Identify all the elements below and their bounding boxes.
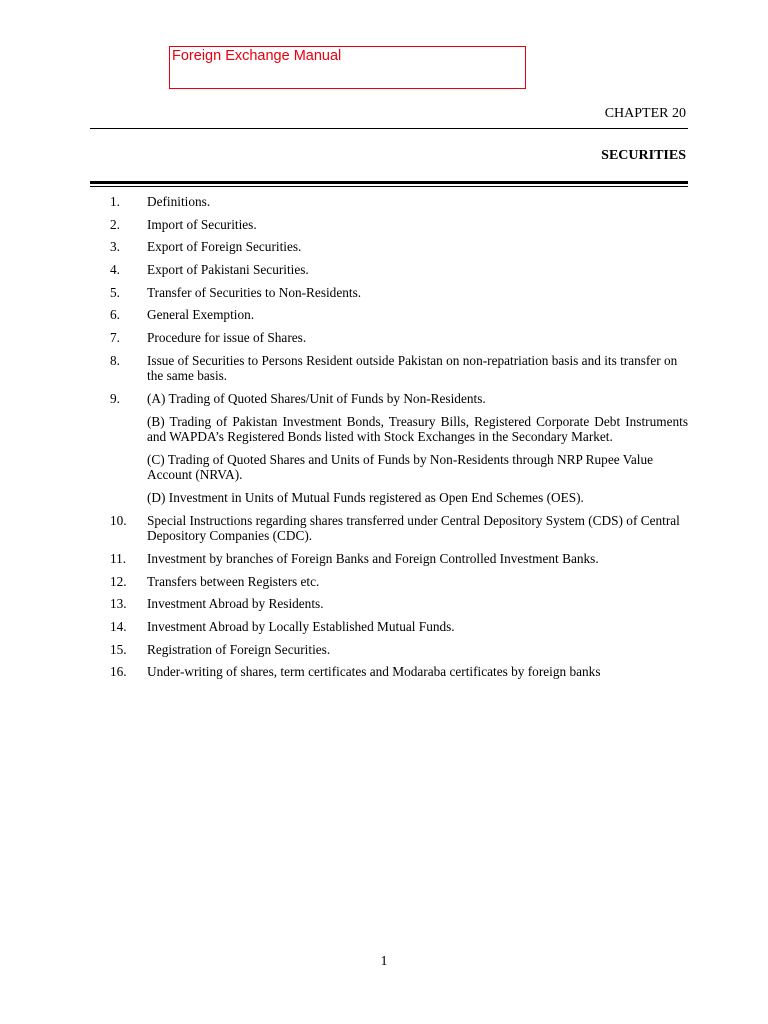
item-number: 5. — [110, 284, 120, 300]
item-text: Issue of Securities to Persons Resident outside Pakistan on non-repatriation basis and its transfer on the same basis. — [147, 352, 678, 384]
list-item — [90, 513, 688, 544]
item-number: 2. — [110, 216, 120, 232]
list-item — [90, 239, 688, 255]
item-text: (A) Trading of Quoted Shares/Unit of Funds by Non-Residents. — [147, 391, 486, 406]
sub-item-text: (B) Trading of Pakistan Investment Bonds, Treasury Bills, Registered Corporate Debt Instruments and WAPDA’s Registered Bonds listed with Stock Exchanges in the Secondary Market. — [147, 413, 688, 445]
item-number: 15. — [110, 641, 127, 657]
item-number: 6. — [110, 307, 120, 323]
item-number: 11. — [110, 550, 127, 566]
item-number: 14. — [110, 619, 127, 634]
item-number: 8. — [110, 352, 120, 368]
chapter-label: CHAPTER 20 — [604, 106, 686, 121]
item-text: Special Instructions regarding shares transferred under Central Depository System (CDS) of Central Depository Companies (CDC). — [147, 512, 680, 544]
list-item — [90, 664, 688, 680]
item-text: Transfer of Securities to Non-Residents. — [147, 284, 362, 300]
item-number: 10. — [110, 512, 127, 528]
item-text: Investment by branches of Foreign Banks and Foreign Controlled Investment Banks. — [147, 550, 599, 566]
list-item — [90, 285, 688, 301]
header-box — [169, 46, 526, 89]
list-item — [90, 262, 688, 278]
item-text: Registration of Foreign Securities. — [147, 641, 331, 657]
item-text: Under-writing of shares, term certificates and Modaraba certificates by foreign banks — [147, 664, 601, 680]
item-number: 12. — [110, 573, 127, 589]
item-number: 3. — [110, 239, 120, 255]
item-text: Import of Securities. — [147, 216, 257, 232]
sub-item-text: (D) Investment in Units of Mutual Funds registered as Open End Schemes (OES). — [147, 490, 584, 506]
list-item — [90, 307, 688, 323]
page-number: 1 — [380, 954, 388, 969]
item-text: Investment Abroad by Residents. — [147, 596, 324, 612]
list-item — [90, 574, 688, 590]
list-item — [90, 330, 688, 346]
item-text: Export of Foreign Securities. — [147, 239, 302, 255]
item-number: 4. — [110, 262, 120, 278]
divider-thin — [90, 128, 688, 129]
list-item — [90, 596, 688, 612]
item-number: 9. — [110, 391, 120, 406]
list-item — [90, 551, 688, 567]
list-item — [90, 217, 688, 233]
list-item — [90, 194, 688, 210]
list-item — [90, 619, 688, 635]
item-text: Transfers between Registers etc. — [147, 573, 320, 589]
item-number: 1. — [110, 194, 120, 209]
item-number: 7. — [110, 330, 120, 346]
item-text: Investment Abroad by Locally Established Mutual Funds. — [147, 619, 455, 634]
divider-thick — [90, 181, 688, 184]
item-text: General Exemption. — [147, 307, 255, 323]
sub-item-text: (C) Trading of Quoted Shares and Units of Funds by Non-Residents through NRP Rupee Value Account (NRVA). — [147, 451, 653, 483]
table-of-contents — [90, 194, 688, 687]
header-box-label: Foreign Exchange Manual — [172, 48, 342, 64]
item-text: Definitions. — [147, 194, 211, 209]
list-item — [90, 642, 688, 658]
item-text: Export of Pakistani Securities. — [147, 262, 309, 278]
item-number: 16. — [110, 664, 127, 680]
divider-thick-secondary — [90, 186, 688, 187]
item-number: 13. — [110, 596, 127, 612]
list-item — [90, 391, 688, 407]
list-item — [90, 353, 688, 384]
item-text: Procedure for issue of Shares. — [147, 330, 307, 346]
section-title: SECURITIES — [601, 148, 686, 163]
